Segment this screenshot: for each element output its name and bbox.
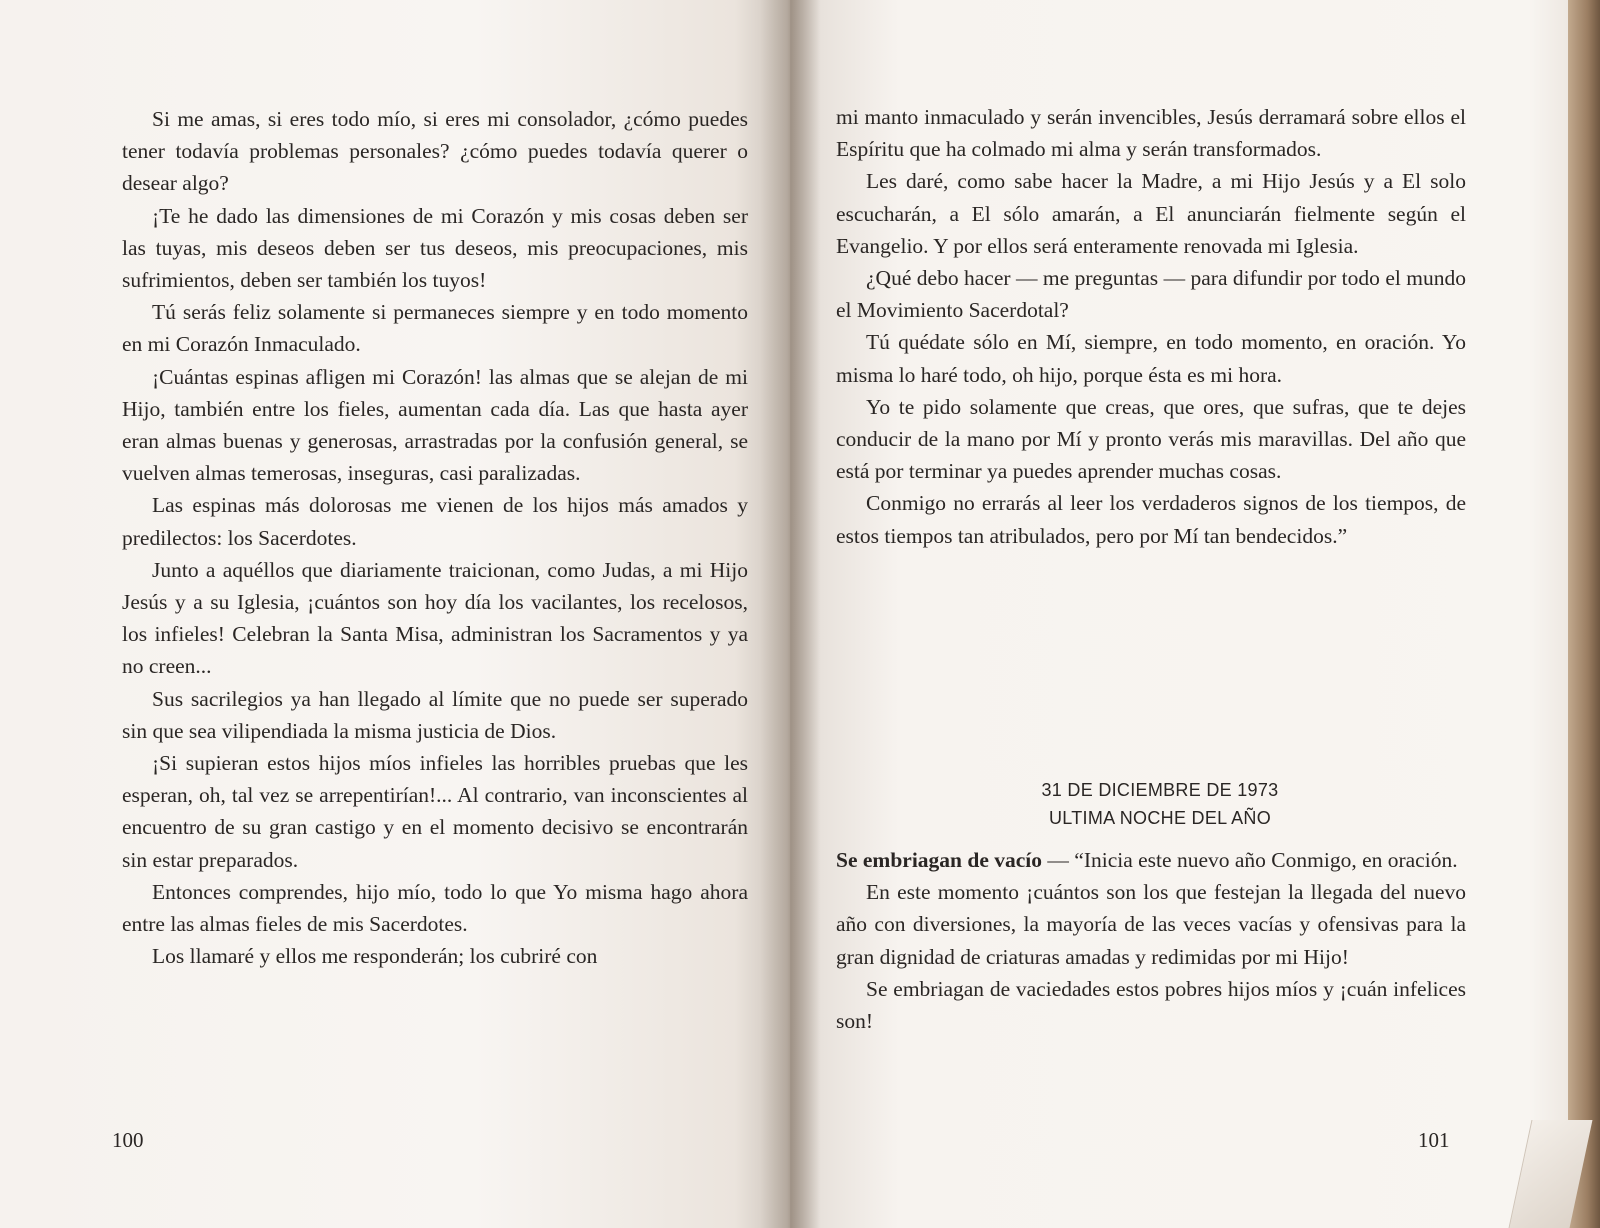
paragraph: Tú serás feliz solamente si permaneces siempre y en todo momento en mi Corazón Inmaculado.: [122, 300, 748, 357]
paragraph: En este momento ¡cuántos son los que festejan la llegada del nuevo año con diversiones, la mayoría de las veces vacías y ofensivas para la gran dignidad de criaturas amadas y redimidas por mi Hijo!: [836, 880, 1466, 969]
paragraph: Se embriagan de vaciedades estos pobres hijos míos y ¡cuán infelices son!: [836, 976, 1466, 1034]
paragraph: ¡Si supieran estos hijos míos infieles las horribles pruebas que les esperan, oh, tal vez se arrepentirían!... Al contrario, van inconscientes al encuentro de su gran castigo y en el momento decisivo se encontrarán sin estar preparados.: [122, 751, 748, 872]
paragraph: Tú quédate sólo en Mí, siempre, en todo momento, en oración. Yo misma lo haré todo, oh hijo, porque ésta es mi hora.: [836, 330, 1466, 387]
left-page: [0, 0, 790, 1228]
lead-paragraph: [836, 844, 1466, 876]
section-title-heading: ULTIMA NOCHE DEL AÑO: [1048, 808, 1272, 828]
paragraph: Junto a aquéllos que diariamente traicionan, como Judas, a mi Hijo Jesús y a su Iglesia, ¡cuántos son hoy día los vacilantes, los recelosos, los infieles! Celebran la Santa Misa, administran los Sacramentos y ya no creen...: [122, 557, 748, 679]
paragraph: Yo te pido solamente que creas, que ores, que sufras, que te dejes conducir de la mano por Mí y pronto verás mis maravillas. Del año que está por terminar ya puedes aprender muchas cosas.: [836, 394, 1466, 484]
paragraph: Los llamaré y ellos me responderán; los cubriré con: [152, 944, 598, 969]
paragraph: Les daré, como sabe hacer la Madre, a mi Hijo Jesús y a El solo escucharán, a El sólo amarán, a El anunciarán fielmente según el Evangelio. Y por ellos será enteramente renovada mi Iglesia.: [836, 169, 1466, 258]
paragraph: Si me amas, si eres todo mío, si eres mi consolador, ¿cómo puedes tener todavía problemas personales? ¿cómo puedes todavía querer o desear algo?: [122, 107, 748, 196]
lead-text: — “Inicia este nuevo año Conmigo, en oración.: [1042, 848, 1458, 872]
right-page-upper-text: [836, 101, 1466, 552]
page-number-left: 100: [112, 1128, 144, 1152]
paragraph: ¡Cuántas espinas afligen mi Corazón! las almas que se alejan de mi Hijo, también entre los fieles, aumentan cada día. Las que hasta ayer eran almas buenas y generosas, arrastradas por la confusión general, se vuelven almas temerosas, inseguras, casi paralizadas.: [122, 364, 748, 486]
paragraph: mi manto inmaculado y serán invencibles, Jesús derramará sobre ellos el Espíritu que ha colmado mi alma y serán transformados.: [836, 105, 1466, 162]
paragraph: ¿Qué debo hacer — me preguntas — para difundir por todo el mundo el Movimiento Sacerdotal?: [836, 266, 1466, 323]
book-cover-edge: [1568, 0, 1600, 1228]
paragraph: Las espinas más dolorosas me vienen de los hijos más amados y predilectos: los Sacerdotes.: [122, 493, 748, 550]
left-page-text: [122, 103, 748, 972]
paragraph: ¡Te he dado las dimensiones de mi Corazón y mis cosas deben ser las tuyas, mis deseos deben ser tus deseos, mis preocupaciones, mis sufrimientos, deben ser también los tuyos!: [122, 203, 748, 293]
paragraph: Entonces comprendes, hijo mío, todo lo que Yo misma hago ahora entre las almas fieles de mis Sacerdotes.: [122, 879, 748, 937]
page-number-right: 101: [1418, 1128, 1450, 1152]
paragraph: Conmigo no errarás al leer los verdaderos signos de los tiempos, de estos tiempos tan atribulados, pero por Mí tan bendecidos.”: [836, 491, 1466, 548]
paragraph: Sus sacrilegios ya han llegado al límite que no puede ser superado sin que sea vilipendiada la misma justicia de Dios.: [122, 686, 748, 743]
lead-title: Se embriagan de vacío: [836, 848, 1043, 872]
section-date-heading: 31 DE DICIEMBRE DE 1973: [1041, 780, 1279, 800]
right-page-lower-text: [836, 844, 1466, 1037]
